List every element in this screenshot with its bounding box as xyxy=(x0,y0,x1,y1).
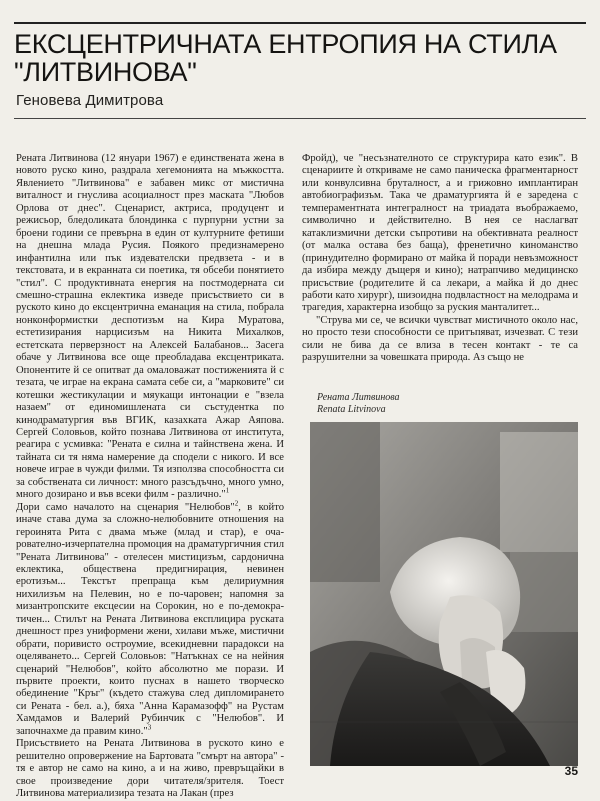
caption-bulgarian: Рената Литвинова xyxy=(317,392,400,403)
photo-caption xyxy=(317,392,400,416)
header-rule xyxy=(14,118,586,119)
caption-english: Renata Litvinova xyxy=(317,404,386,415)
paragraph-3: Присъствието на Рената Литвинова в руското кино е решително опровержение на Бартовата "смърт на автора" - тя е автор не само на кино, а и на живо, превръщайки в свое произведение дори читателя/зрителя. Тоест Литвинова материализира тезата на Лакан (през xyxy=(16,738,284,800)
portrait-illustration xyxy=(310,422,578,766)
portrait-photo xyxy=(310,422,578,766)
paragraph-1: Рената Литвинова (12 януари 1967) е единствената жена в новото руско кино, раздрала хегемонията на мъжкостта. Явлението "Литвинова" е забавен микс от мистична виталност и гнуслива асоциалност през маската "Любов Орлова от днес". Сценарист, актриса, продуцент и режисьор, бледоликата блондинка с пурпурни устни за броени години се превърна в един от културните фетиши на днешна млада Русия. Поякого предизнамерено инфантилна или пък издевателски предвзета - и в текстовата, и в екранната си поетика, тя обсеби понятието "стил". С продуктивната енергия на постмодерната си смешно-страшна еклектика изведе присъствието си в руското кино до ексцентрична еманация на стила, побрала нонконформистки деспотизъм на Кира Муратова, естетизирания нарцисизъм на Никита Михалков, естетската перверзност на Алексей Балабанов... Засега обаче у Литвинова все още преобладава ексцентриката. Опонентите й се опитват да омаловажат постиженията й с тезата, че играе на екрана самата себе си, а "марковите" си котешки жестикулации и мяукащи интонации е "взела назаем" от единомишлената си състудентка по кинодраматургия във ВГИК, казахката Ажар Аяпова. Сергей Соловьов, който познава Литвинова от института, реагира с усмивка: "Рената е силна и тайнствена жена. И тайната си тя няма намерение да сподели с никого. И все новече играе в чужди филми. Тя използва способността си за собствената си личност: много разсъдъчно, много умно, много дозирано и във всеки филм - различно."$^1$ xyxy=(16,153,284,501)
title-line-2: "ЛИТВИНОВА" xyxy=(14,57,197,87)
paragraph-2: Дори само началото на сценария "Нелюбов"$^2$, в който иначе става дума за сложно-нелюбовните отношения на героинята Рита с двама мъже (млад и стар), е очарователно-изчерпателна промоция на драматургичния стил "Рената Литвинова" - отелесен мистицизъм, сардонична еклектика, обществена предигнирация, невинен еротизъм... Текстът препраща към делириумния нихилизъм на Пелевин, но е по-чаровен; напомня за мизантропските ексцесии на Сорокин, но е по-демократичен... Стилът на Рената Литвинова експлицира руската днешност през униформени жени, хилави мъже, мистични обрати, поривисто остроумие, всекидневни парадокси на оцеляването... Сергей Соловьов: "Натъкнах се на нейния сценарий "Нелюбов", който абсолютно ме порази. И първите проекти, които пуснах в нашето творческо обединение "Кръг" (където стажува след дипломирането си Рената - бел. а.), бяха "Анна Карамазофф" на Рустам Хамдамов и Валерий Рубинчик с "Нелюбов". И започнахме да правим кино."$^3$ xyxy=(16,499,284,737)
paragraph-4: Фройд), че "несъзнателното се структурира като език". В сценариите ѝ откриваме не само паническа фрагментарност или конвулсивна бруталност, а и грижовно имплантиран автобиографизъм. Така че драматургията й е заредена с темпераментната интегралност на триадата въображаемо, символично и действително. В нея се наслагват катаклизмични детски съпротиви на обективната реалност (от малка остава без баща), френетично киноманство (принудително формирано от майка й поради невъзможност да избира между дъщеря и кино); натрапчиво медицинско присъствие (родителите й са лекари, а майка й до днес работи като хирург), шизоидна подвластност на мелодрама и трагедия, характерна изобщо за руския манталитет... xyxy=(302,153,578,314)
top-rule xyxy=(14,22,586,24)
footnote-ref-1: 1 xyxy=(225,486,230,495)
right-text-column xyxy=(302,153,578,365)
footnote-ref-3: 3 xyxy=(147,723,152,732)
page-number: 35 xyxy=(564,764,578,778)
title-line-1: ЕКСЦЕНТРИЧНАТА ЕНТРОПИЯ НА СТИЛА xyxy=(14,29,557,59)
left-text-column xyxy=(16,153,284,801)
article-author: Геновева Димитрова xyxy=(16,92,164,109)
footnote-ref-2: 2 xyxy=(234,499,239,508)
article-title xyxy=(14,30,590,86)
paragraph-5: "Струва ми се, че всички чувстват мистичното около нас, но просто тези способности се притъпяват, изчезват. С тези сили не бива да се влиза в тесен контакт - те са разрушителни за човешката природа. Аз също не xyxy=(302,314,578,364)
